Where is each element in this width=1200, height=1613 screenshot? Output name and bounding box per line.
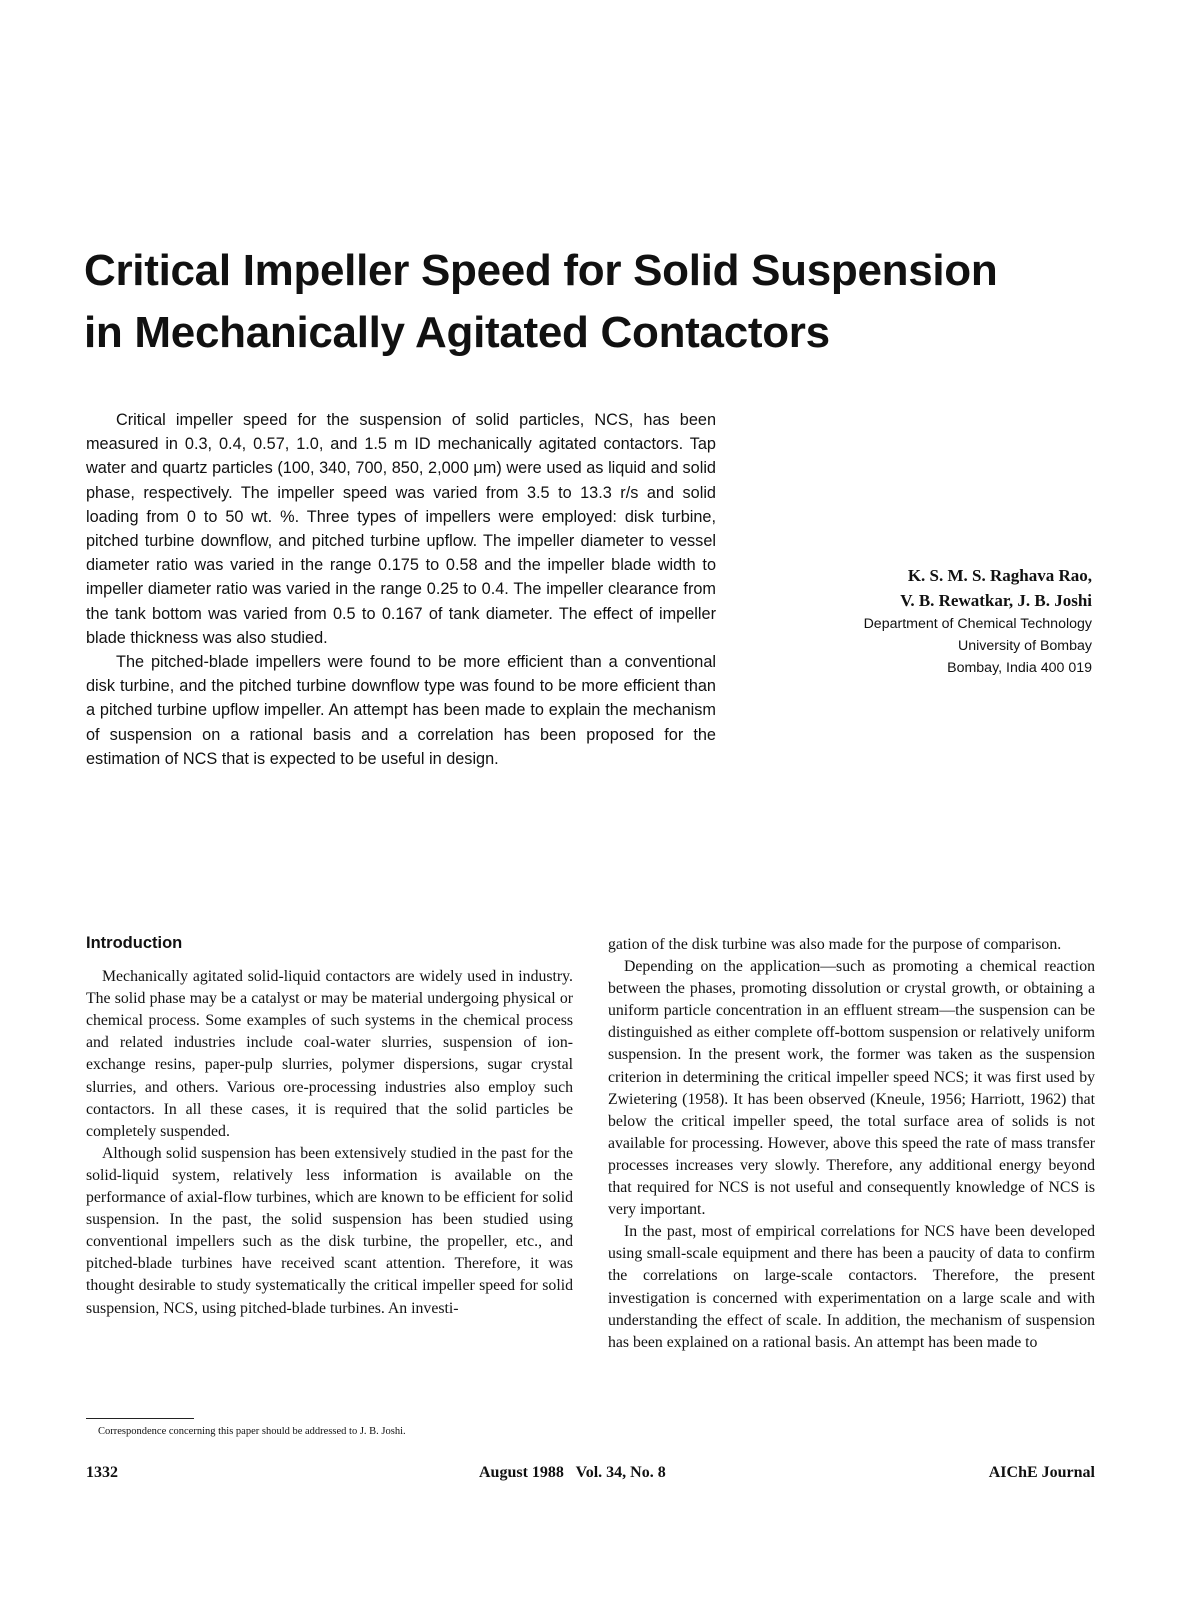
intro-paragraph-2: Although solid suspension has been extensively studied in the past for the solid-liquid system, relatively less information is available on the performance of axial-flow turbines, which are known to be efficient for solid suspension. In the past, the solid suspension has been studied using conventional impellers such as the disk turbine, the propeller, etc., and pitched-blade turbines have received scant attention. Therefore, it was thought desirable to study systematically the critical impeller speed for solid suspension, NCS, using pitched-blade turbines. An investi- [86,1144,573,1317]
abstract-paragraph-1: Critical impeller speed for the suspension of solid particles, NCS, has been measured in 0.3, 0.4, 0.57, 1.0, and 1.5 m ID mechanically agitated contactors. Tap water and quartz particles (100, 340, 700, 850, 2,000 μm) were used as liquid and solid phase, respectively. The impeller speed was varied from 3.5 to 13.3 r/s and solid loading from 0 to 50 wt. %. Three types of impellers were employed: disk turbine, pitched turbine downflow, and pitched turbine upflow. The impeller diameter to vessel diameter ratio was varied in the range 0.175 to 0.58 and the impeller blade width to impeller diameter ratio was varied in the range 0.25 to 0.4. The impeller clearance from the tank bottom was varied from 0.5 to 0.167 of tank diameter. The effect of impeller blade thickness was also studied. [86,411,716,647]
left-column [86,932,573,1320]
title-line-1: Critical Impeller Speed for Solid Suspension [84,246,998,295]
journal-name: AIChE Journal [988,1464,1095,1481]
affiliation-department: Department of Chemical Technology [863,616,1092,632]
page-number: 1332 [86,1464,118,1481]
issue-info: August 1988 Vol. 34, No. 8 [479,1464,666,1481]
abstract [86,408,716,771]
footnote-divider [86,1418,194,1419]
intro-paragraph-continued: gation of the disk turbine was also made for the purpose of comparison. [608,936,1062,953]
intro-paragraph-4: In the past, most of empirical correlations for NCS have been developed using small-scale equipment and there has been a paucity of data to confirm the correlations on large-scale contactors. Therefore, the present investigation is concerned with experimentation on a large scale and with understanding the effect of scale. In addition, the mechanism of suspension has been explained on a rational basis. An attempt has been made to [608,1223,1095,1351]
paper-title [84,240,1124,364]
right-column [608,934,1095,1354]
introduction-heading: Introduction [86,934,183,952]
page-footer [86,1464,1095,1486]
intro-paragraph-1: Mechanically agitated solid-liquid contactors are widely used in industry. The solid phase may be a catalyst or may be material undergoing physical or chemical process. Some examples of such systems in the chemical process and related industries include coal-water slurries, suspension of ion-exchange resins, paper-pulp slurries, polymer dispersions, sugar crystal slurries, and others. Various ore-processing industries also employ such contactors. In all these cases, it is required that the solid particles be completely suspended. [86,968,573,1140]
author-line-1: K. S. M. S. Raghava Rao, [907,566,1092,585]
author-block [762,563,1092,679]
title-line-2: in Mechanically Agitated Contactors [84,308,830,357]
affiliation-city: Bombay, India 400 019 [947,660,1092,676]
author-line-2: V. B. Rewatkar, J. B. Joshi [900,591,1092,610]
abstract-paragraph-2: The pitched-blade impellers were found to be more efficient than a conventional disk turbine, and the pitched turbine downflow type was found to be more efficient than a pitched turbine upflow impeller. An attempt has been made to explain the mechanism of suspension on a rational basis and a correlation has been proposed for the estimation of NCS that is expected to be useful in design. [86,653,716,768]
correspondence-footnote: Correspondence concerning this paper should be addressed to J. B. Joshi. [98,1426,406,1437]
author-affiliation [762,613,1092,679]
author-names [762,563,1092,613]
affiliation-university: University of Bombay [957,638,1092,654]
intro-paragraph-3: Depending on the application—such as promoting a chemical reaction between the phases, promoting dissolution or crystal growth, or obtaining a uniform particle concentration in an effluent stream—the suspension can be distinguished as either complete off-bottom suspension or relatively uniform suspension. In the present work, the former was taken as the suspension criterion in determining the critical impeller speed NCS; it was first used by Zwietering (1958). It has been observed (Kneule, 1956; Harriott, 1962) that below the critical impeller speed, the total surface area of solids is not available for processing. However, above this speed the rate of mass transfer processes increases very slowly. Therefore, any additional energy beyond that required for NCS is not useful and consequently knowledge of NCS is very important. [608,958,1095,1219]
